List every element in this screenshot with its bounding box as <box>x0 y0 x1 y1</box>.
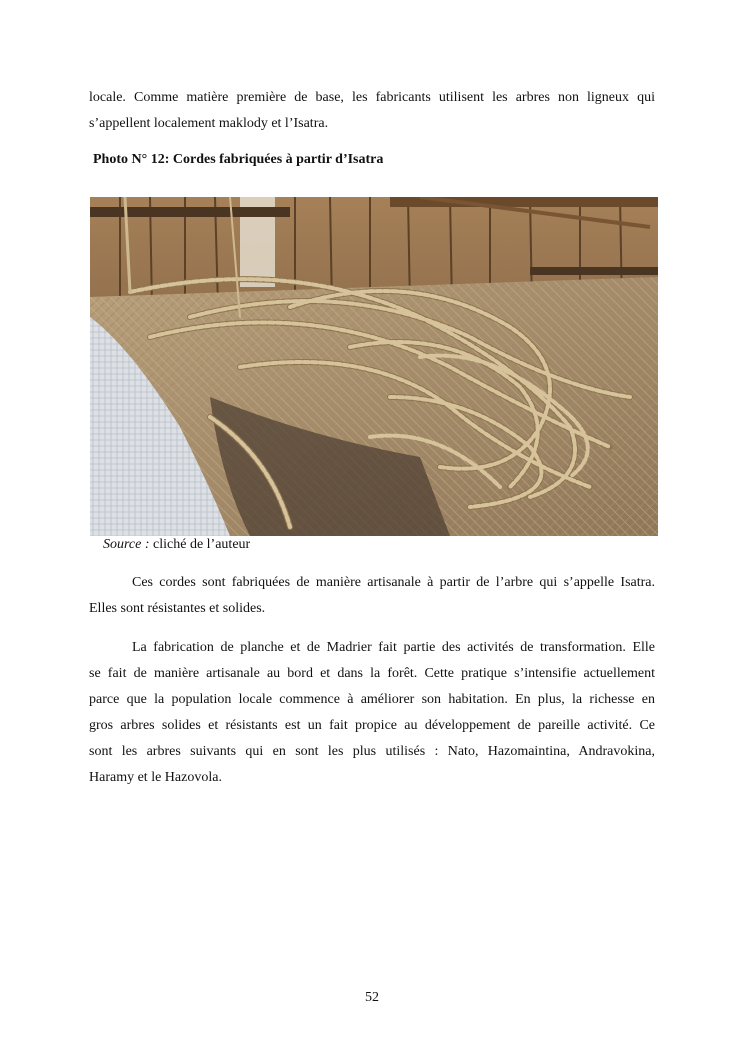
intro-paragraph <box>89 85 655 137</box>
page-number: 52 <box>365 990 379 1005</box>
source-label: Source : <box>103 537 150 552</box>
photo-source <box>103 537 250 553</box>
paragraph-1-line-1: Ces cordes sont fabriquées de manière artisanale à partir de l’arbre qui s’appelle Isatra. <box>132 575 655 590</box>
photo-ropes <box>90 197 658 536</box>
paragraph-2-line-2: se fait de manière artisanale au bord et dans la forêt. Cette pratique s’intensifie actuellement <box>89 666 655 681</box>
paragraph-2-line-5: sont les arbres suivants qui en sont les plus utilisés : Nato, Hazomaintina, Andravokina, <box>89 744 655 759</box>
intro-line-1: locale. Comme matière première de base, les fabricants utilisent les arbres non ligneux qui <box>89 90 655 105</box>
intro-line-2: s’appellent localement maklody et l’Isatra. <box>89 116 329 131</box>
paragraph-2-line-4: gros arbres solides et résistants est un fait propice au développement de pareille activité. Ce <box>89 718 655 733</box>
paragraph-1-line-2: Elles sont résistantes et solides. <box>89 601 266 616</box>
paragraph-2-line-6: Haramy et le Hazovola. <box>89 770 222 785</box>
paragraph-1 <box>89 570 655 622</box>
paragraph-2 <box>89 635 655 791</box>
paragraph-2-line-3: parce que la population locale commence à améliorer son habitation. En plus, la richesse en <box>89 692 655 707</box>
photo-heading: Photo N° 12: Cordes fabriquées à partir d’Isatra <box>93 152 384 167</box>
source-text: cliché de l’auteur <box>149 537 251 552</box>
paragraph-2-line-1: La fabrication de planche et de Madrier fait partie des activités de transformation. Elle <box>132 640 655 655</box>
